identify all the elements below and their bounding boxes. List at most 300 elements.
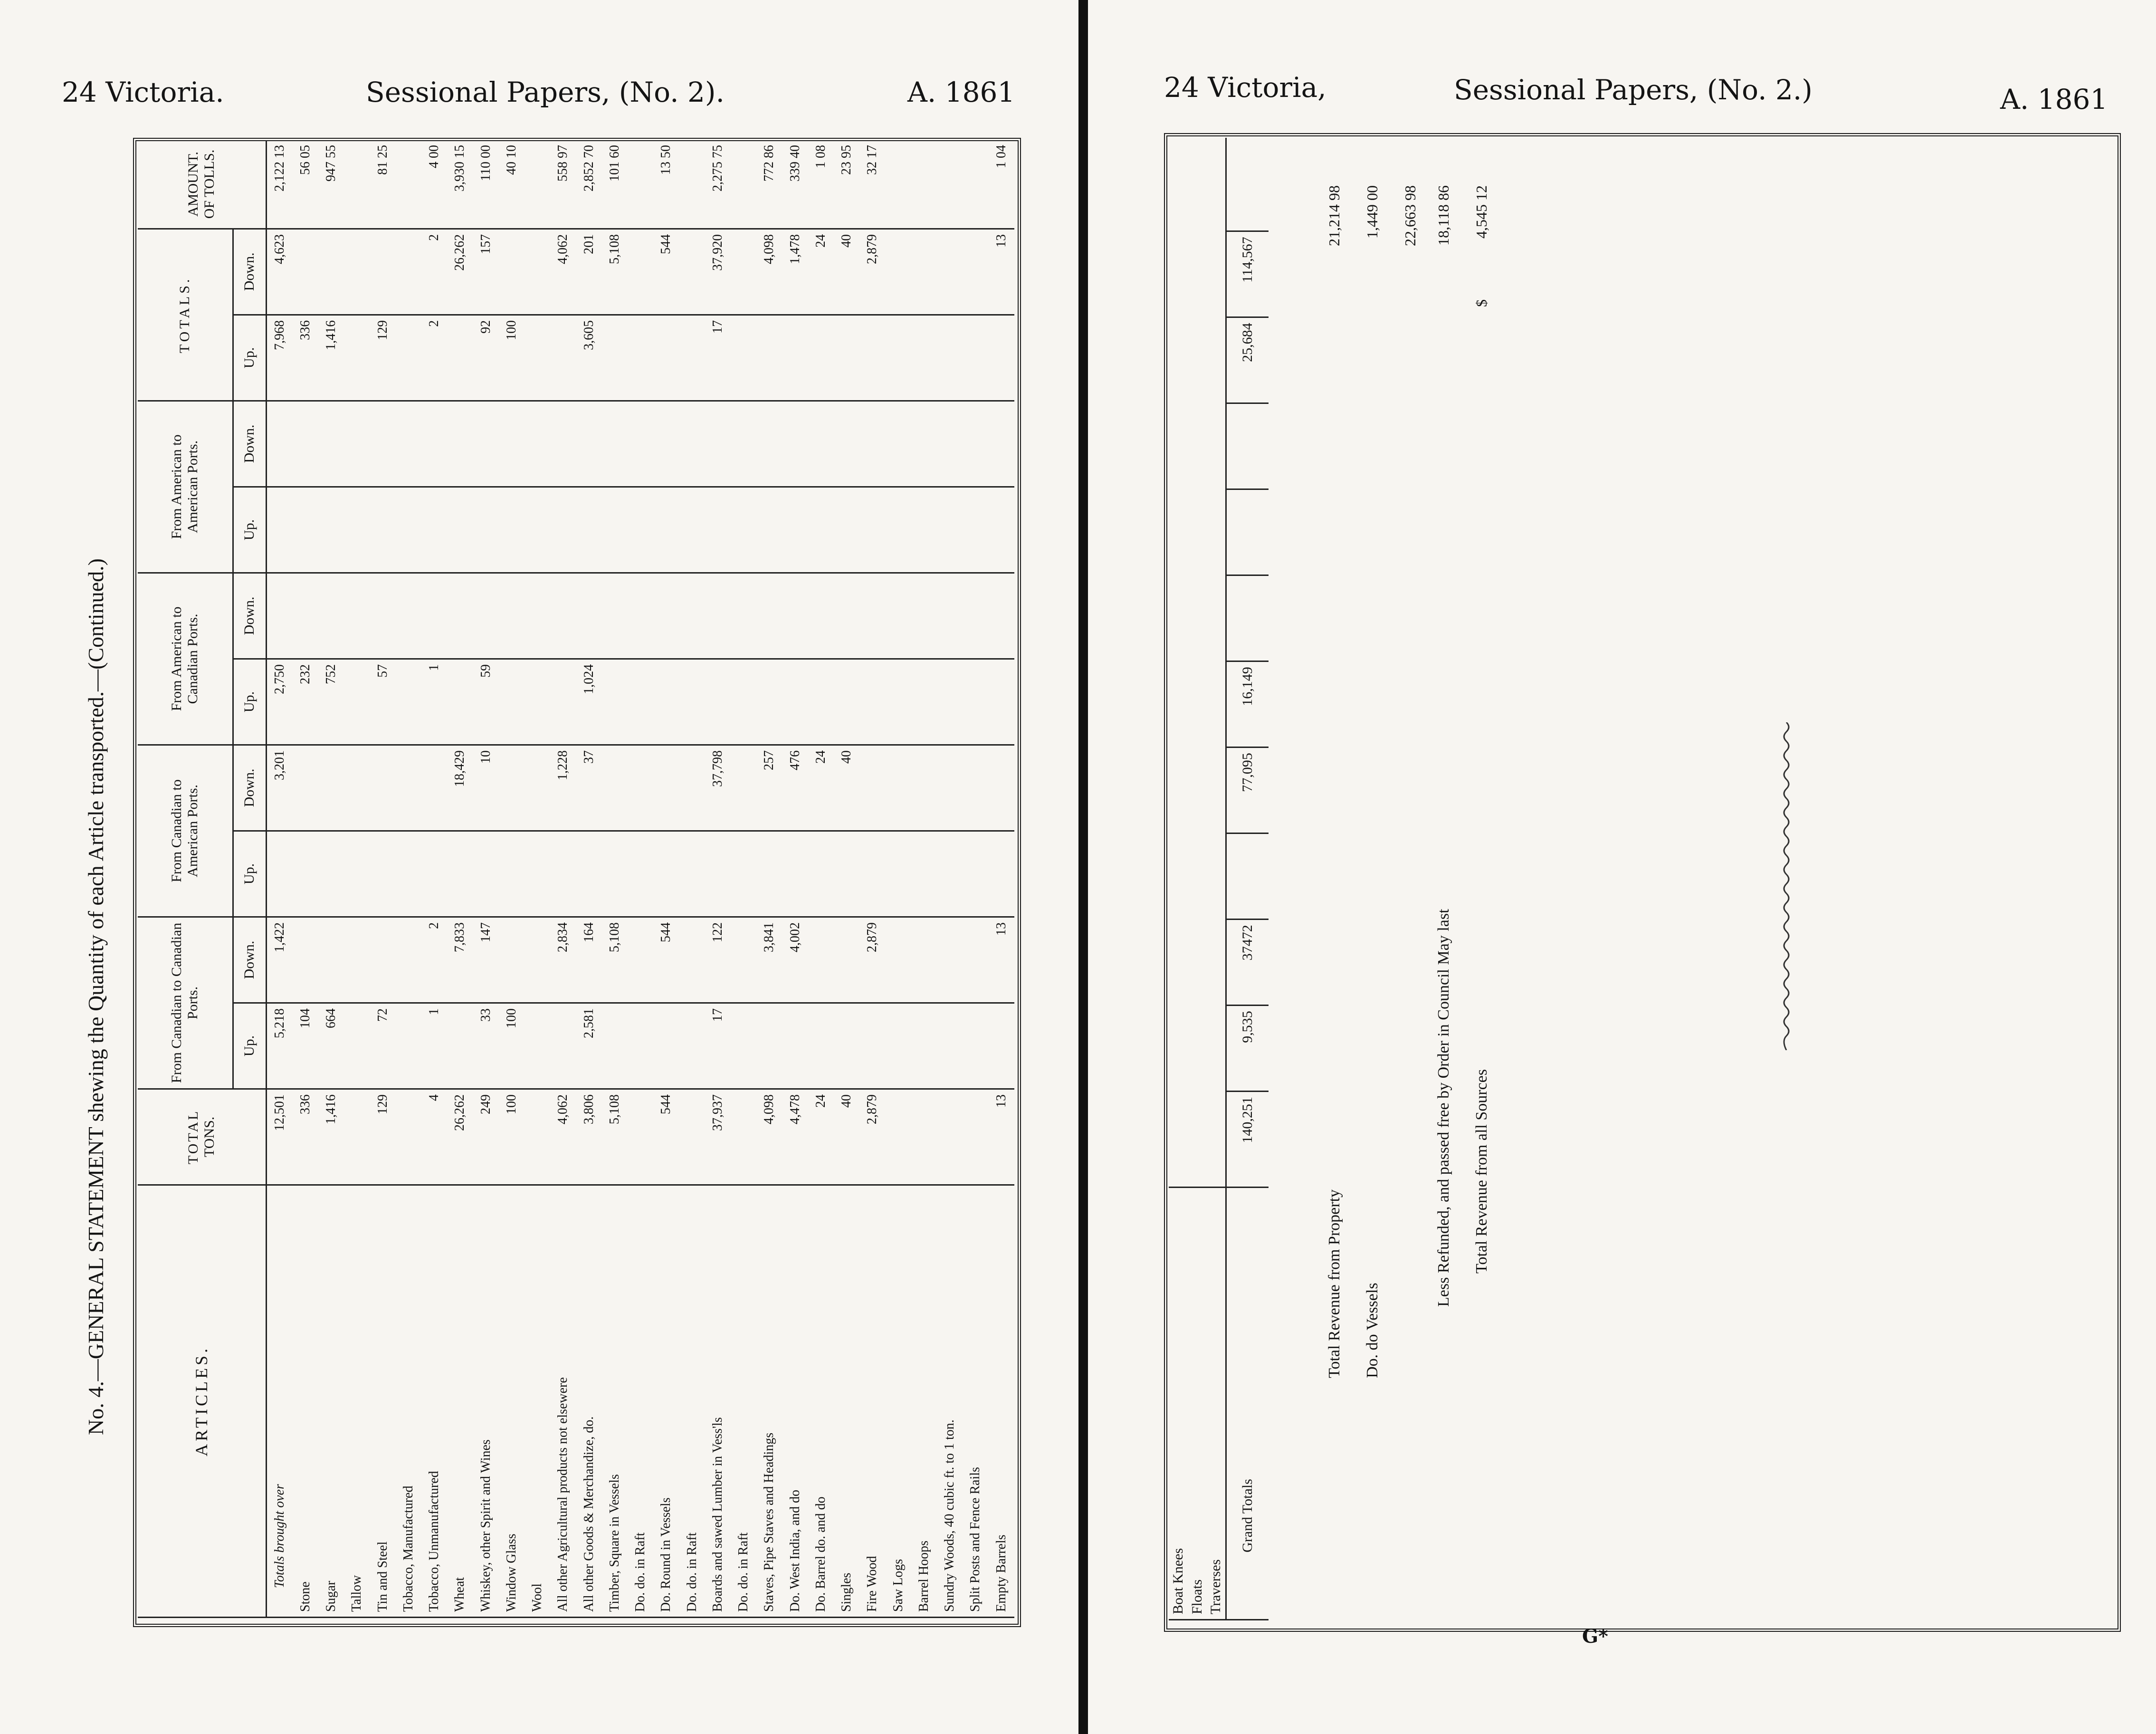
value-cell-a2a-down — [525, 401, 550, 487]
table-row — [576, 140, 602, 1618]
value-cell-total: 4,098 — [756, 1089, 782, 1185]
value-cell-c2a-up — [318, 831, 344, 917]
value-cell-a2a-down — [602, 401, 628, 487]
value-cell-tot-down: 544 — [653, 229, 679, 315]
value-cell-a2c-up — [886, 659, 911, 745]
value-cell-a2c-down — [859, 573, 885, 659]
value-cell-c2a-up — [989, 831, 1015, 917]
table-row — [628, 140, 653, 1618]
value-cell-c2a-up — [421, 831, 447, 917]
value-cell-total: 13 — [989, 1089, 1015, 1185]
value-cell-c2a-up — [705, 831, 731, 917]
value-cell-tot-up — [653, 315, 679, 401]
value-cell-amount: 2,852 70 — [576, 140, 602, 229]
value-cell-c2c-down — [886, 917, 911, 1003]
value-cell-c2c-up: 664 — [318, 1003, 344, 1089]
table-row — [705, 140, 731, 1618]
value-cell-a2a-down — [628, 401, 653, 487]
value-cell-total: 37,937 — [705, 1089, 731, 1185]
value-cell-a2c-up — [396, 659, 421, 745]
value-cell-c2c-up: 100 — [499, 1003, 525, 1089]
col-total-label: TOTAL — [185, 1109, 201, 1165]
article-cell: Tin and Steel — [370, 1185, 396, 1617]
value-cell-c2c-up — [808, 1003, 834, 1089]
value-cell-a2c-up — [653, 659, 679, 745]
article-cell: Sugar — [318, 1185, 344, 1617]
value-cell-a2c-down — [808, 573, 834, 659]
value-cell-total: 336 — [293, 1089, 318, 1185]
table-row — [808, 140, 834, 1618]
table-row — [679, 140, 705, 1618]
value-cell-c2c-down — [808, 917, 834, 1003]
value-cell-tot-down: 4,062 — [550, 229, 576, 315]
value-cell-amount: 558 97 — [550, 140, 576, 229]
value-cell-a2a-down — [679, 401, 705, 487]
value-cell-total — [344, 1089, 370, 1185]
revenue-value-vessels: 1,449 00 — [1364, 185, 1381, 239]
value-cell-c2c-up: 72 — [370, 1003, 396, 1089]
value-cell-c2c-up — [782, 1003, 808, 1089]
value-cell-c2a-up — [834, 831, 859, 917]
value-cell-a2a-down — [937, 401, 963, 487]
value-cell-tot-down — [525, 229, 550, 315]
value-cell-a2a-down — [808, 401, 834, 487]
table-row — [602, 140, 628, 1618]
value-cell-a2c-down — [963, 573, 988, 659]
value-cell-c2a-up — [396, 831, 421, 917]
table-row — [834, 140, 859, 1618]
value-cell-c2c-up — [989, 1003, 1015, 1089]
col-tons-label: TONS. — [201, 1116, 218, 1158]
grand-c2c-down: 37472 — [1226, 920, 1269, 1006]
value-cell-c2c-down — [731, 917, 756, 1003]
article-cell: Singles — [834, 1185, 859, 1617]
value-cell-tot-down — [963, 229, 988, 315]
value-cell-a2c-down — [679, 573, 705, 659]
article-cell: Do. do. in Raft — [731, 1185, 756, 1617]
revenue-block — [1326, 143, 1506, 1378]
value-cell-c2c-down — [911, 917, 937, 1003]
value-cell-tot-down — [396, 229, 421, 315]
value-cell-c2c-up: 33 — [473, 1003, 499, 1089]
statement-title: No. 4.—GENERAL STATEMENT shewing the Quantity of each Article transported.—(Continued.) — [84, 558, 108, 1435]
value-cell-a2a-up — [808, 487, 834, 573]
value-cell-a2a-up — [859, 487, 885, 573]
value-cell-c2a-down — [421, 745, 447, 831]
value-cell-tot-down — [731, 229, 756, 315]
value-cell-tot-down — [370, 229, 396, 315]
value-cell-c2a-up — [602, 831, 628, 917]
value-cell-total: 249 — [473, 1089, 499, 1185]
value-cell-total: 544 — [653, 1089, 679, 1185]
value-cell-a2a-up — [756, 487, 782, 573]
value-cell-c2a-down — [731, 745, 756, 831]
value-cell-tot-up — [937, 315, 963, 401]
value-cell-c2c-down — [963, 917, 988, 1003]
value-cell-total: 4,062 — [550, 1089, 576, 1185]
value-cell-a2a-up — [576, 487, 602, 573]
value-cell-c2a-up — [731, 831, 756, 917]
value-cell-tot-down — [679, 229, 705, 315]
value-cell-a2a-up — [499, 487, 525, 573]
value-cell-c2c-up: 2,581 — [576, 1003, 602, 1089]
value-cell-a2a-up — [293, 487, 318, 573]
value-cell-c2a-down — [679, 745, 705, 831]
table-row — [963, 140, 988, 1618]
value-cell-tot-down — [344, 229, 370, 315]
value-cell-a2a-up — [550, 487, 576, 573]
value-cell-a2c-down — [834, 573, 859, 659]
col-a2a: From American to American Ports. — [138, 401, 233, 573]
statement-table — [138, 140, 1014, 1618]
value-cell-a2a-down — [318, 401, 344, 487]
value-cell-tot-up — [447, 315, 473, 401]
value-cell-c2c-down — [679, 917, 705, 1003]
value-cell-a2a-down — [782, 401, 808, 487]
header-left: 24 Victoria, — [1164, 71, 1326, 104]
value-cell-total: 100 — [499, 1089, 525, 1185]
value-cell-c2a-up — [293, 831, 318, 917]
table-row — [886, 140, 911, 1618]
value-cell-total: 3,806 — [576, 1089, 602, 1185]
value-cell-a2c-down — [421, 573, 447, 659]
value-cell-total — [525, 1089, 550, 1185]
col-c2a: From Canadian to American Ports. — [138, 745, 233, 917]
value-cell-a2c-up — [859, 659, 885, 745]
article-cell: Sundry Woods, 40 cubic ft. to 1 ton. — [937, 1185, 963, 1617]
value-cell-c2a-up — [370, 831, 396, 917]
value-cell-c2c-down — [344, 917, 370, 1003]
value-cell-c2c-up — [679, 1003, 705, 1089]
header-center: Sessional Papers, (No. 2.) — [1454, 74, 1813, 106]
value-cell-a2a-up — [705, 487, 731, 573]
value-cell-c2a-up — [937, 831, 963, 917]
table-row — [1169, 138, 1188, 1620]
table-row — [266, 140, 293, 1618]
value-cell-c2a-up — [266, 831, 293, 917]
value-cell-tot-down: 1,478 — [782, 229, 808, 315]
article-cell: Boards and sawed Lumber in Vess'ls — [705, 1185, 731, 1617]
grand-c2a-down: 77,095 — [1226, 747, 1269, 833]
value-cell-c2a-down — [318, 745, 344, 831]
value-cell-c2c-down: 1,422 — [266, 917, 293, 1003]
value-cell-tot-up — [731, 315, 756, 401]
value-cell-a2c-down — [525, 573, 550, 659]
value-cell-a2c-up — [705, 659, 731, 745]
value-cell-a2a-down — [499, 401, 525, 487]
col-total — [138, 1089, 266, 1185]
c2c-down: Down. — [233, 917, 266, 1003]
value-cell-a2a-down — [473, 401, 499, 487]
value-cell-tot-up: 100 — [499, 315, 525, 401]
value-cell-tot-up — [886, 315, 911, 401]
value-cell-a2c-up — [989, 659, 1015, 745]
value-cell-amount: 81 25 — [370, 140, 396, 229]
value-cell-tot-down: 5,108 — [602, 229, 628, 315]
value-cell-a2c-down — [628, 573, 653, 659]
value-cell-c2c-down: 2 — [421, 917, 447, 1003]
value-cell-tot-up: 17 — [705, 315, 731, 401]
value-cell-total: 4 — [421, 1089, 447, 1185]
value-cell-c2a-up — [628, 831, 653, 917]
article-cell: Fire Wood — [859, 1185, 885, 1617]
value-cell-amount: 1 08 — [808, 140, 834, 229]
value-cell-total — [731, 1089, 756, 1185]
article-cell: Do. Round in Vessels — [653, 1185, 679, 1617]
value-cell-c2a-down — [859, 745, 885, 831]
value-cell-c2c-up: 1 — [421, 1003, 447, 1089]
article-cell: Tobacco, Manufactured — [396, 1185, 421, 1617]
value-cell-c2c-up — [550, 1003, 576, 1089]
value-cell-a2a-down — [834, 401, 859, 487]
value-cell-total — [886, 1089, 911, 1185]
value-cell-a2c-up: 1,024 — [576, 659, 602, 745]
value-cell-amount: 2,122 13 — [266, 140, 293, 229]
value-cell-tot-up — [911, 315, 937, 401]
value-cell-a2a-down — [344, 401, 370, 487]
value-cell-a2a-up — [447, 487, 473, 573]
value-cell-tot-up: 336 — [293, 315, 318, 401]
value-cell-a2c-up — [963, 659, 988, 745]
col-articles: ARTICLES. — [138, 1185, 266, 1617]
value-cell-a2c-down — [576, 573, 602, 659]
value-cell-amount: 339 40 — [782, 140, 808, 229]
value-cell-c2c-up — [447, 1003, 473, 1089]
value-cell-a2a-down — [731, 401, 756, 487]
value-cell-tot-up — [808, 315, 834, 401]
value-cell-c2a-up — [576, 831, 602, 917]
value-cell-tot-down — [628, 229, 653, 315]
value-cell-c2a-down — [653, 745, 679, 831]
value-cell-c2a-up — [525, 831, 550, 917]
value-cell-amount — [344, 140, 370, 229]
table-row — [1207, 138, 1226, 1620]
article-cell: Whiskey, other Spirit and Wines — [473, 1185, 499, 1617]
table-row — [782, 140, 808, 1618]
value-cell-a2a-up — [396, 487, 421, 573]
value-cell-tot-down — [293, 229, 318, 315]
value-cell-c2a-down: 37 — [576, 745, 602, 831]
value-cell-c2a-down — [911, 745, 937, 831]
row-label: Boat Knees — [1169, 1187, 1188, 1619]
value-cell-total: 1,416 — [318, 1089, 344, 1185]
table-row — [447, 140, 473, 1618]
value-cell-total — [679, 1089, 705, 1185]
table-row — [293, 140, 318, 1618]
value-cell-amount — [731, 140, 756, 229]
value-cell-a2c-down — [602, 573, 628, 659]
value-cell-c2a-up — [447, 831, 473, 917]
value-cell-a2c-up — [808, 659, 834, 745]
value-cell-a2a-up — [344, 487, 370, 573]
value-cell-tot-up: 1,416 — [318, 315, 344, 401]
value-cell-c2a-up — [499, 831, 525, 917]
table-row — [421, 140, 447, 1618]
value-cell-c2c-up — [834, 1003, 859, 1089]
value-cell-c2c-up — [963, 1003, 988, 1089]
value-cell-amount — [396, 140, 421, 229]
value-cell-c2a-up — [886, 831, 911, 917]
value-cell-c2a-down — [963, 745, 988, 831]
article-cell: Staves, Pipe Staves and Headings — [756, 1185, 782, 1617]
article-cell: Empty Barrels — [989, 1185, 1015, 1617]
col-amount: AMOUNT. OF TOLLS. — [138, 140, 266, 229]
value-cell-a2c-up — [731, 659, 756, 745]
value-cell-c2a-down: 40 — [834, 745, 859, 831]
value-cell-c2a-up — [473, 831, 499, 917]
value-cell-c2c-down — [834, 917, 859, 1003]
article-cell: Do. Barrel do. and do — [808, 1185, 834, 1617]
value-cell-total: 26,262 — [447, 1089, 473, 1185]
value-cell-a2a-up — [318, 487, 344, 573]
value-cell-a2a-down — [911, 401, 937, 487]
value-cell-total: 24 — [808, 1089, 834, 1185]
value-cell-amount: 40 10 — [499, 140, 525, 229]
value-cell-a2a-down — [576, 401, 602, 487]
article-cell: Wheat — [447, 1185, 473, 1617]
value-cell-c2c-down — [628, 917, 653, 1003]
value-cell-c2a-down — [989, 745, 1015, 831]
value-cell-amount — [963, 140, 988, 229]
value-cell-a2c-down — [266, 573, 293, 659]
value-cell-amount: 110 00 — [473, 140, 499, 229]
value-cell-c2c-up — [525, 1003, 550, 1089]
value-cell-total — [963, 1089, 988, 1185]
value-cell-c2c-up: 5,218 — [266, 1003, 293, 1089]
value-cell-total: 4,478 — [782, 1089, 808, 1185]
a2c-up: Up. — [233, 659, 266, 745]
value-cell-tot-up: 92 — [473, 315, 499, 401]
value-cell-amount: 56 05 — [293, 140, 318, 229]
value-cell-c2a-up — [963, 831, 988, 917]
value-cell-a2a-up — [911, 487, 937, 573]
article-cell: Totals brought over — [266, 1185, 293, 1617]
article-cell: All other Agricultural products not elsewere — [550, 1185, 576, 1617]
table-row — [1188, 138, 1207, 1620]
value-cell-a2c-up — [834, 659, 859, 745]
value-cell-amount: 772 86 — [756, 140, 782, 229]
value-cell-a2c-down — [756, 573, 782, 659]
revenue-label-vessels: Do. do Vessels — [1364, 1283, 1381, 1378]
table-row — [318, 140, 344, 1618]
value-cell-a2a-up — [525, 487, 550, 573]
value-cell-amount — [886, 140, 911, 229]
value-cell-c2a-down: 24 — [808, 745, 834, 831]
table-row — [859, 140, 885, 1618]
value-cell-c2c-up — [602, 1003, 628, 1089]
value-cell-a2a-up — [653, 487, 679, 573]
table-row — [396, 140, 421, 1618]
value-cell-c2c-up — [653, 1003, 679, 1089]
value-cell-tot-up — [550, 315, 576, 401]
value-cell-c2a-up — [653, 831, 679, 917]
table-row — [653, 140, 679, 1618]
value-cell-tot-down — [318, 229, 344, 315]
value-cell-c2c-down: 2,879 — [859, 917, 885, 1003]
value-cell-c2c-down — [499, 917, 525, 1003]
value-cell-a2c-down — [293, 573, 318, 659]
value-cell-c2c-down — [937, 917, 963, 1003]
value-cell-c2a-down: 18,429 — [447, 745, 473, 831]
value-cell-a2c-up — [525, 659, 550, 745]
value-cell-a2a-down — [963, 401, 988, 487]
value-cell-tot-up — [756, 315, 782, 401]
value-cell-c2a-down — [370, 745, 396, 831]
value-cell-tot-up — [782, 315, 808, 401]
value-cell-a2a-down — [421, 401, 447, 487]
value-cell-tot-down: 157 — [473, 229, 499, 315]
article-cell: Saw Logs — [886, 1185, 911, 1617]
value-cell-a2a-down — [705, 401, 731, 487]
value-cell-a2c-up — [344, 659, 370, 745]
revenue-label-total: Total Revenue from all Sources — [1473, 1069, 1490, 1274]
table-row — [370, 140, 396, 1618]
article-cell: Tobacco, Unmanufactured — [421, 1185, 447, 1617]
value-cell-a2c-up — [937, 659, 963, 745]
value-cell-tot-down — [937, 229, 963, 315]
value-cell-c2c-down: 147 — [473, 917, 499, 1003]
value-cell-tot-down: 201 — [576, 229, 602, 315]
value-cell-amount: 32 17 — [859, 140, 885, 229]
value-cell-a2a-up — [266, 487, 293, 573]
value-cell-amount: 2,275 75 — [705, 140, 731, 229]
currency-sign: $ — [1473, 299, 1490, 307]
value-cell-a2c-down — [499, 573, 525, 659]
value-cell-a2c-up — [911, 659, 937, 745]
value-cell-c2a-down — [628, 745, 653, 831]
value-cell-a2c-up: 2,750 — [266, 659, 293, 745]
value-cell-c2c-down: 7,833 — [447, 917, 473, 1003]
value-cell-a2c-down — [473, 573, 499, 659]
value-cell-a2c-up: 57 — [370, 659, 396, 745]
value-cell-c2a-up — [859, 831, 885, 917]
value-cell-tot-down — [911, 229, 937, 315]
value-cell-total — [911, 1089, 937, 1185]
value-cell-total: 2,879 — [859, 1089, 885, 1185]
value-cell-a2c-up — [679, 659, 705, 745]
value-cell-a2c-up — [782, 659, 808, 745]
value-cell-tot-down: 24 — [808, 229, 834, 315]
value-cell-c2c-down: 164 — [576, 917, 602, 1003]
value-cell-c2a-up — [782, 831, 808, 917]
grand-c2c-up: 9,535 — [1226, 1006, 1269, 1092]
value-cell-a2a-up — [989, 487, 1015, 573]
value-cell-c2a-down — [937, 745, 963, 831]
value-cell-c2a-down: 37,798 — [705, 745, 731, 831]
value-cell-a2c-up — [550, 659, 576, 745]
value-cell-c2a-down — [602, 745, 628, 831]
a2a-down: Down. — [233, 401, 266, 487]
c2c-up: Up. — [233, 1003, 266, 1089]
value-cell-c2c-up — [756, 1003, 782, 1089]
value-cell-a2a-up — [628, 487, 653, 573]
value-cell-c2a-up — [679, 831, 705, 917]
row-label: Floats — [1188, 1187, 1207, 1619]
value-cell-a2a-up — [886, 487, 911, 573]
value-cell-c2c-up — [911, 1003, 937, 1089]
value-cell-c2c-up — [859, 1003, 885, 1089]
col-a2c: From American to Canadian Ports. — [138, 573, 233, 745]
value-cell-amount: 4 00 — [421, 140, 447, 229]
article-cell: Barrel Hoops — [911, 1185, 937, 1617]
article-cell: Wool — [525, 1185, 550, 1617]
value-cell-tot-up: 7,968 — [266, 315, 293, 401]
value-cell-c2a-up — [344, 831, 370, 917]
value-cell-amount: 3,930 15 — [447, 140, 473, 229]
value-cell-a2a-down — [266, 401, 293, 487]
value-cell-tot-down: 4,098 — [756, 229, 782, 315]
value-cell-tot-down: 26,262 — [447, 229, 473, 315]
